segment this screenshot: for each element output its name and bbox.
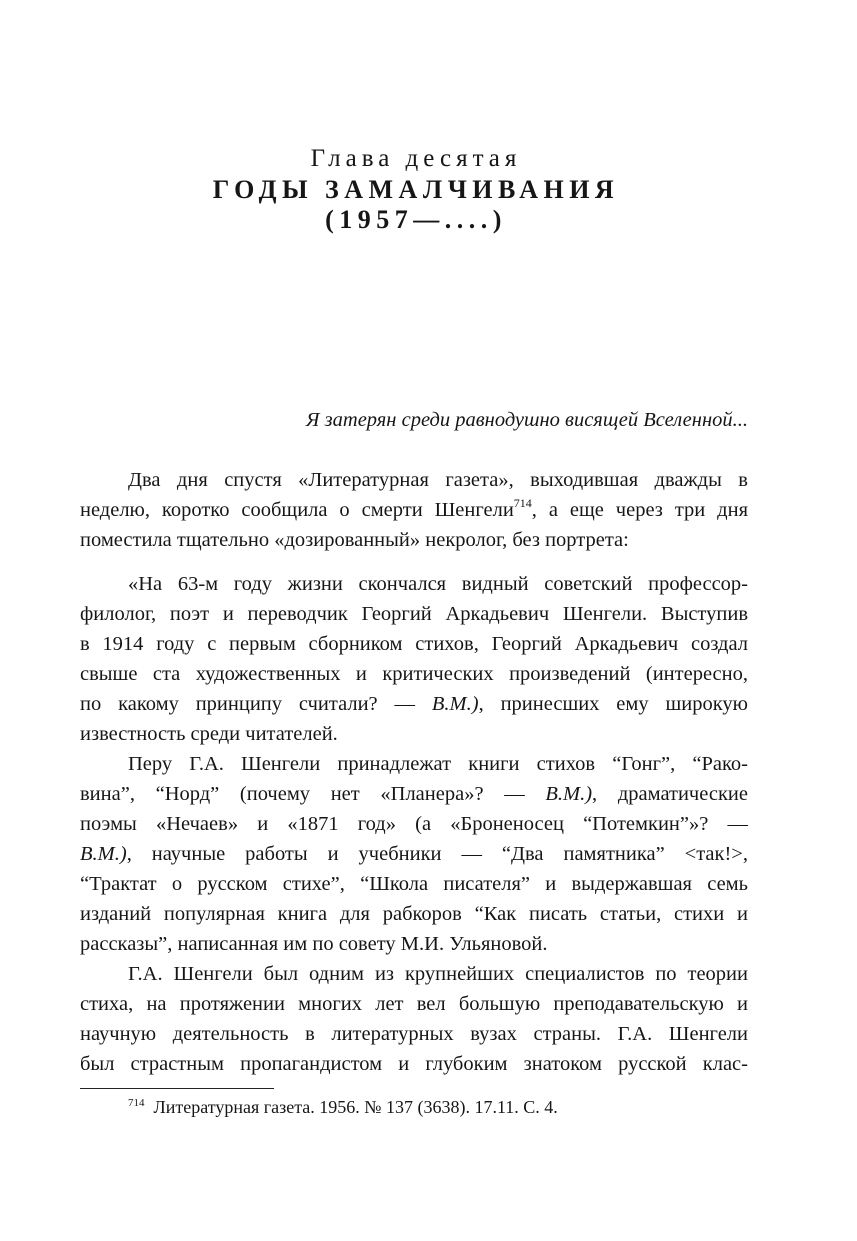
author-initials: В.М.) [545,783,593,805]
chapter-title: ГОДЫ ЗАМАЛЧИВАНИЯ [212,175,620,204]
author-initials: В.М.) [80,843,127,865]
text-span: неделю, коротко сообщила о смерти Шенгели [80,499,514,521]
text-line: в 1914 году с первым сборником стихов, Георгий Аркадьевич создал [80,633,748,655]
text-line: «На 63-м году жизни скончался видный советский профессор- [128,573,748,595]
text-line: был страстным пропагандистом и глубоким знатоком русской клас- [80,1053,748,1075]
text-line [80,495,748,525]
text-line: стиха, на протяжении многих лет вел большую преподавательскую и [80,993,748,1015]
text-line: поэмы «Нечаев» и «1871 год» (а «Броненосец “Потемкин”»? — [80,813,748,835]
text-line [80,779,748,809]
text-line: рассказы”, написанная им по совету М.И. Ульяновой. [80,933,548,955]
author-initials: В.М.) [431,693,479,715]
text-line [80,839,748,869]
paragraph-intro [80,465,748,555]
footnote-text: Литературная газета. 1956. № 137 (3638). 17.11. С. 4. [153,1097,558,1117]
text-line: Г.А. Шенгели был одним из крупнейших специалистов по теории [128,963,748,985]
text-line: Перу Г.А. Шенгели принадлежат книги стихов “Гонг”, “Рако- [128,753,748,775]
text-span: , драматические [592,783,748,805]
text-span: , а еще через три дня [531,499,749,521]
text-line: научную деятельность в литературных вузах страны. Г.А. Шенгели [80,1023,748,1045]
text-line: известность среди читателей. [80,723,338,745]
chapter-label: Глава десятая [310,145,522,172]
footnote [128,1094,558,1120]
text-line [80,689,748,719]
footnote-number: 714 [128,1097,145,1109]
quote-paragraph-2 [80,749,748,959]
epigraph: Я затерян среди равнодушно висящей Вселенной... [306,409,748,431]
text-span: , принесших ему широкую [478,693,748,715]
text-line: поместила тщательно «дозированный» некролог, без портрета: [80,529,629,551]
footnote-divider [80,1088,274,1089]
footnote-ref[interactable]: 714 [513,496,532,510]
text-line: свыше ста художественных и критических произведений (интересно, [80,663,748,685]
text-span: по какому принципу считали? — [80,693,432,715]
text-line: “Трактат о русском стихе”, “Школа писателя” и выдержавшая семь [80,873,748,895]
text-line: изданий популярная книга для рабкоров “Как писать статьи, стихи и [80,903,748,925]
text-line: Два дня спустя «Литературная газета», выходившая дважды в [128,469,748,491]
quote-paragraph-3 [80,959,748,1079]
text-line: филолог, поэт и переводчик Георгий Аркадьевич Шенгели. Выступив [80,603,748,625]
chapter-years: (1957—....) [325,205,507,234]
quote-paragraph-1 [80,569,748,749]
text-span: , научные работы и учебники — “Два памятника” <так!>, [126,843,748,865]
text-span: вина”, “Норд” (почему нет «Планера»? — [80,783,546,805]
